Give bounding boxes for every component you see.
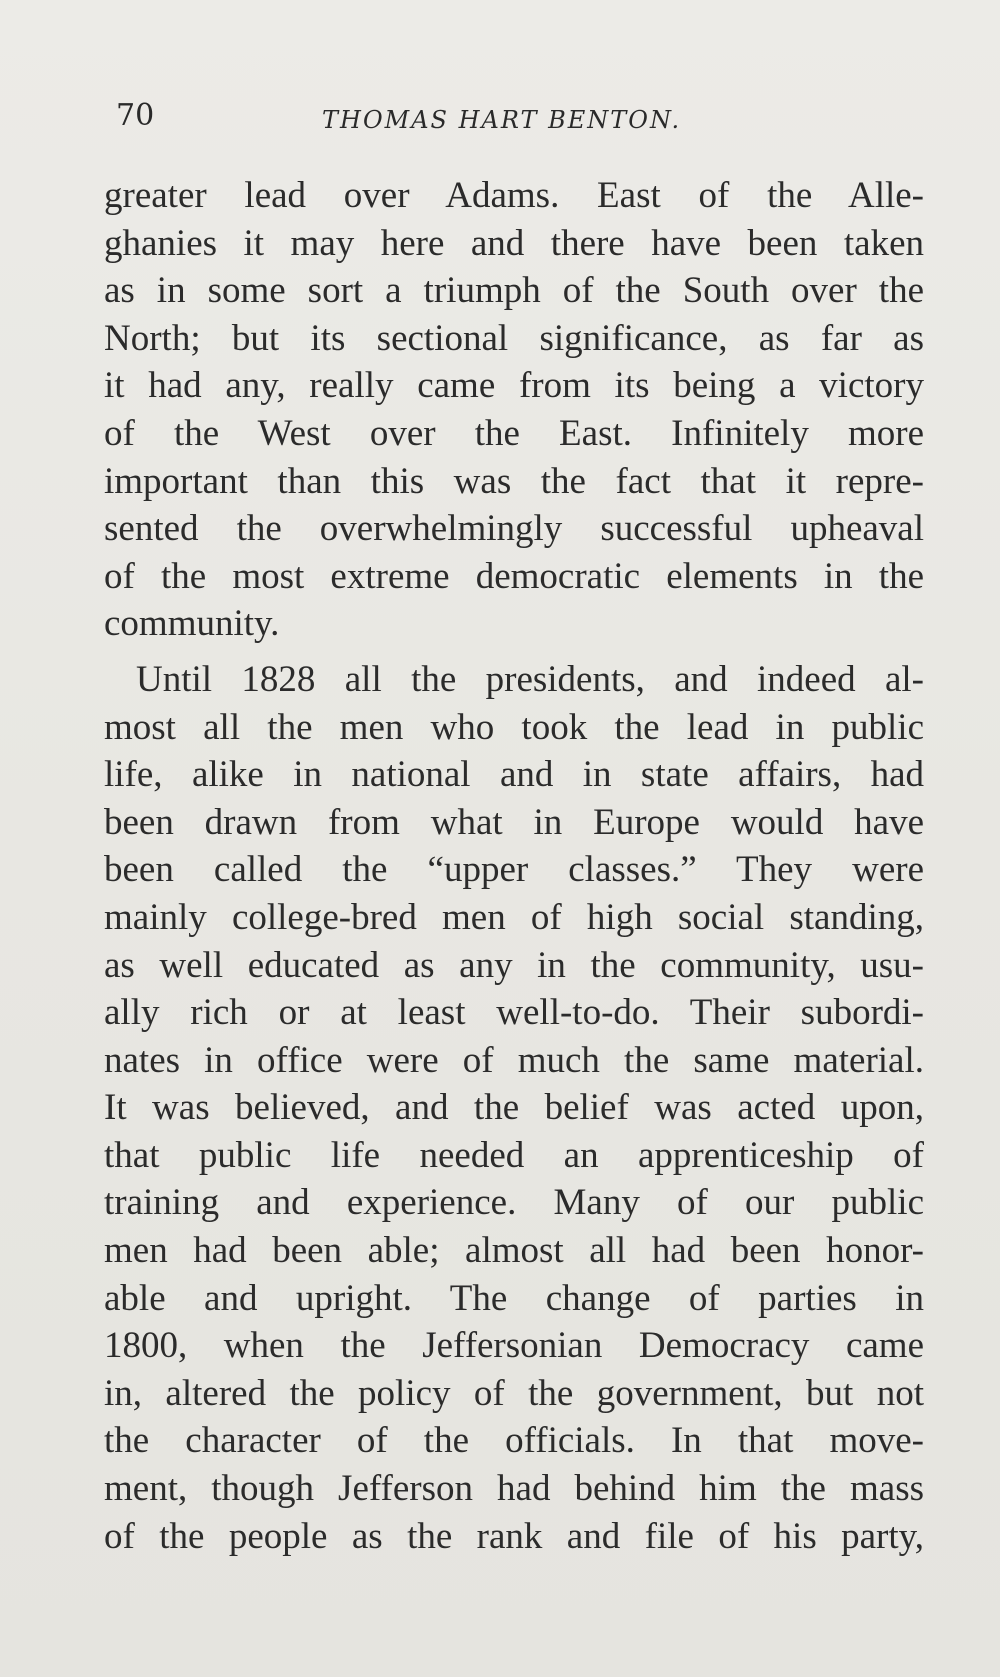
text-line: able and upright. The change of parties in — [104, 1277, 924, 1319]
text-line: of the people as the rank and file of his party, — [104, 1515, 924, 1557]
text-line: sented the overwhelmingly successful upheaval — [104, 508, 924, 550]
body-text — [104, 172, 924, 1560]
text-line: It was believed, and the belief was acted upon, — [104, 1087, 924, 1129]
text-line-last: community. — [104, 603, 280, 645]
text-line: been drawn from what in Europe would have — [104, 801, 924, 843]
text-line-first: Until 1828 all the presidents, and indeed al- — [136, 658, 924, 700]
text-line: 1800, when the Jeffersonian Democracy came — [104, 1325, 924, 1367]
text-line: as in some sort a triumph of the South over the — [104, 270, 924, 312]
text-line: of the most extreme democratic elements in the — [104, 555, 924, 597]
text-line: most all the men who took the lead in public — [104, 706, 924, 748]
text-line: ally rich or at least well-to-do. Their subordi- — [104, 992, 924, 1034]
text-line: the character of the officials. In that move- — [104, 1420, 924, 1462]
paragraph-gap — [104, 648, 924, 656]
page-number: 70 — [116, 98, 155, 133]
text-line: important than this was the fact that it repre- — [104, 460, 924, 502]
text-line: mainly college-bred men of high social standing, — [104, 896, 924, 938]
text-line: ment, though Jefferson had behind him the mass — [104, 1468, 924, 1510]
text-line: as well educated as any in the community, usu- — [104, 944, 924, 986]
text-line: greater lead over Adams. East of the Alle- — [104, 175, 924, 216]
text-line: men had been able; almost all had been honor- — [104, 1230, 924, 1272]
text-line: life, alike in national and in state affairs, had — [104, 754, 924, 796]
text-line: it had any, really came from its being a victory — [104, 365, 924, 407]
page-header — [116, 98, 716, 142]
text-line: that public life needed an apprenticeship of — [104, 1134, 924, 1176]
paragraph-2 — [104, 656, 924, 1560]
text-line: nates in office were of much the same material. — [104, 1039, 924, 1081]
text-line: training and experience. Many of our public — [104, 1182, 924, 1224]
text-line: ghanies it may here and there have been taken — [104, 222, 924, 264]
paragraph-1 — [104, 172, 924, 648]
text-line: North; but its sectional significance, as far as — [104, 317, 924, 359]
text-line: of the West over the East. Infinitely more — [104, 412, 924, 454]
text-line: in, altered the policy of the government, but not — [104, 1372, 924, 1414]
running-head: THOMAS HART BENTON. — [322, 106, 682, 134]
text-line: been called the “upper classes.” They were — [104, 849, 924, 891]
